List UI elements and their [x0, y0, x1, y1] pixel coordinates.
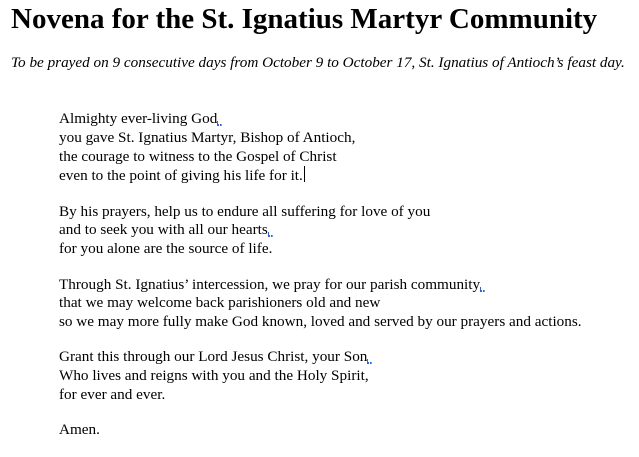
document-subtitle: To be prayed on 9 consecutive days from October 9 to October 17, St. Ignatius of Antioch’s feast day. — [11, 54, 625, 71]
prayer-line: the courage to witness to the Gospel of Christ — [59, 147, 337, 165]
prayer-body — [59, 110, 637, 457]
text-cursor — [304, 166, 305, 182]
prayer-line: Almighty ever-living God — [59, 110, 637, 129]
prayer-line: Through St. Ignatius’ intercession, we pray for our parish community — [59, 276, 637, 295]
grammar-mark-icon[interactable] — [480, 283, 485, 289]
prayer-line: for you alone are the source of life. — [59, 240, 273, 258]
prayer-line: Who lives and reigns with you and the Holy Spirit, — [59, 367, 369, 385]
prayer-stanza-3 — [59, 276, 637, 332]
prayer-line: By his prayers, help us to endure all suffering for love of you — [59, 202, 431, 220]
prayer-stanza-5 — [59, 421, 637, 440]
prayer-stanza-2 — [59, 203, 637, 259]
prayer-line: you gave St. Ignatius Martyr, Bishop of Antioch, — [59, 128, 356, 146]
document-title: Novena for the St. Ignatius Martyr Community — [11, 3, 598, 35]
prayer-line: for ever and ever. — [59, 386, 166, 404]
prayer-line: and to seek you with all our hearts — [59, 221, 637, 240]
prayer-line: Grant this through our Lord Jesus Christ, your Son — [59, 348, 637, 367]
grammar-mark-icon[interactable] — [217, 117, 222, 123]
grammar-mark-icon[interactable] — [268, 228, 273, 234]
prayer-closing-amen: Amen. — [59, 421, 100, 439]
prayer-line: even to the point of giving his life for it. — [59, 167, 303, 185]
grammar-mark-icon[interactable] — [367, 355, 372, 361]
prayer-line: that we may welcome back parishioners old and new — [59, 294, 381, 312]
prayer-stanza-4 — [59, 348, 637, 404]
prayer-line: so we may more fully make God known, loved and served by our prayers and actions. — [59, 313, 582, 331]
prayer-stanza-1 — [59, 110, 637, 186]
